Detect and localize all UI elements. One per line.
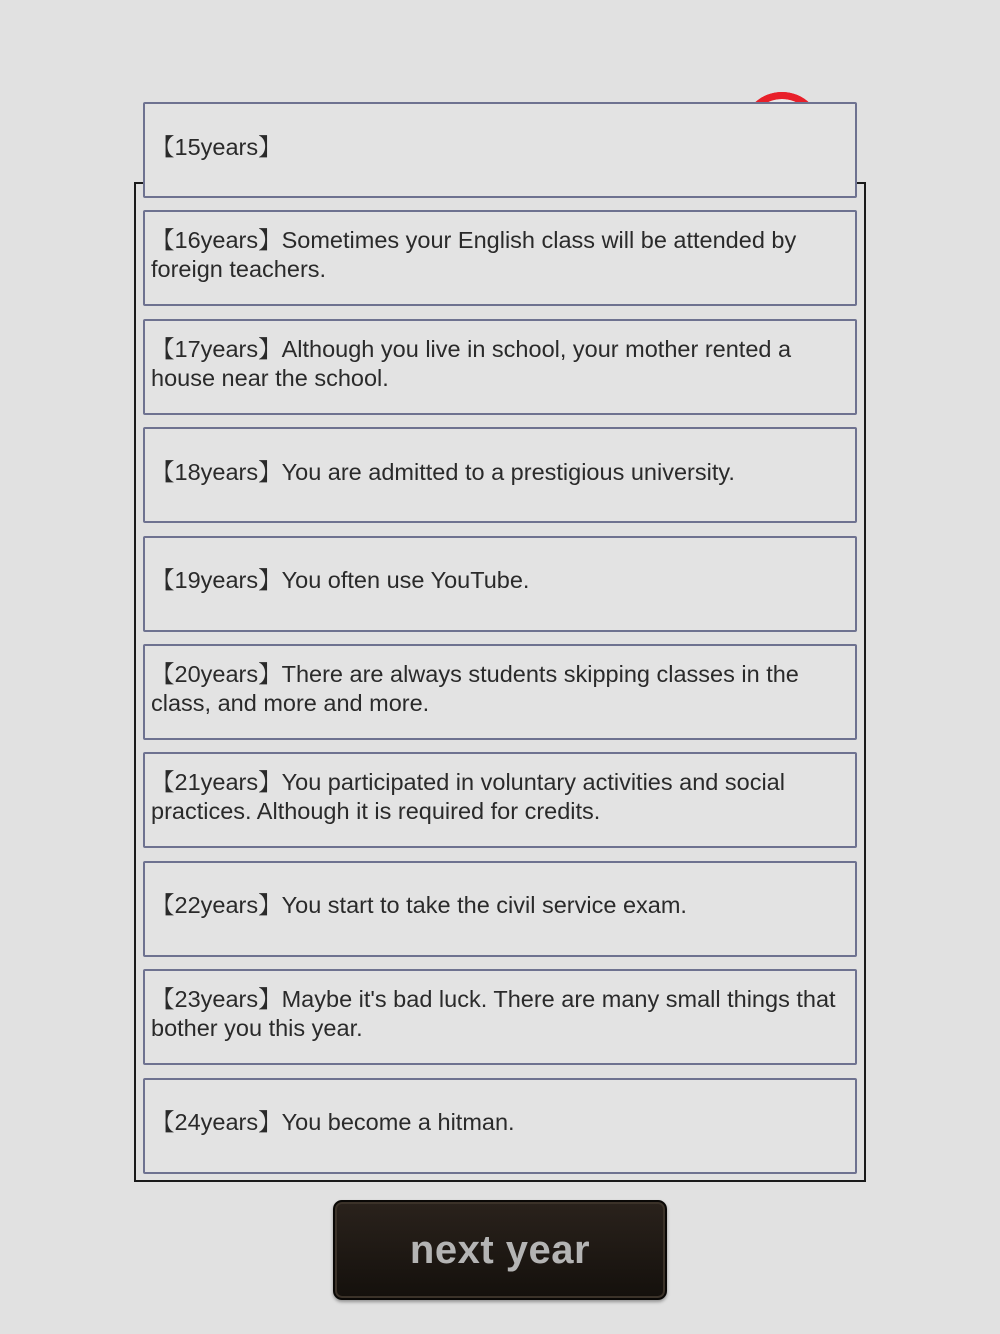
list-item	[143, 861, 857, 957]
log-entry-text: 【19years】You often use YouTube.	[151, 567, 530, 594]
log-entry-text: 【24years】You become a hitman.	[151, 1109, 515, 1136]
log-entry-text: 【17years】Although you live in school, your mother rented a house near the school.	[151, 335, 792, 391]
list-item	[143, 427, 857, 523]
log-entry-text: 【20years】There are always students skipping classes in the class, and more and more.	[151, 660, 799, 716]
list-item	[143, 644, 857, 740]
list-item	[143, 102, 857, 198]
list-item	[143, 210, 857, 306]
list-item	[143, 536, 857, 632]
log-entry-text: 【16years】Sometimes your English class will be attended by foreign teachers.	[151, 227, 797, 283]
next-year-button[interactable]: next year	[333, 1200, 667, 1300]
life-log-panel[interactable]	[134, 133, 866, 1182]
list-item	[143, 752, 857, 848]
log-entry-text: 【21years】You participated in voluntary activities and social practices. Although it is required for credits.	[151, 769, 785, 825]
list-item	[143, 319, 857, 415]
list-item	[143, 1078, 857, 1174]
log-entry-text: 【23years】Maybe it's bad luck. There are many small things that bother you this year.	[151, 986, 836, 1042]
life-log-list	[143, 102, 857, 1186]
log-entry-text: 【15years】	[151, 133, 282, 160]
list-item	[143, 969, 857, 1065]
log-entry-text: 【18years】You are admitted to a prestigious university.	[151, 458, 735, 485]
log-entry-text: 【22years】You start to take the civil service exam.	[151, 892, 687, 919]
